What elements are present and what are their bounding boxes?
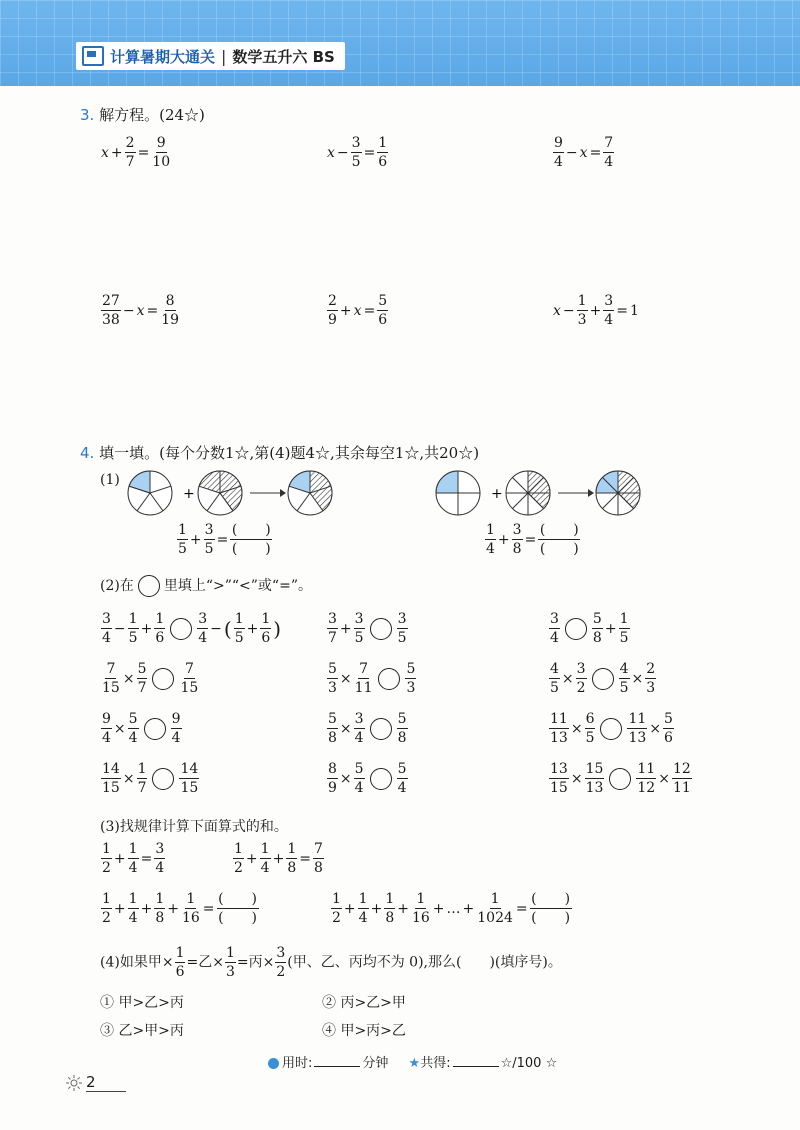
book-icon (82, 46, 104, 66)
q4-p3-question-2: $\frac{1}{2}$ + $\frac{1}{4}$ + $\frac{1}{8}$ + $\frac{1}{16}$ + … + $\frac{1}{1024}$ = $\frac{( )}{( )}$ (332, 891, 571, 926)
svg-text:+: + (491, 486, 503, 502)
q3-equation-6: x − $\frac{1}{3}$ + $\frac{3}{4}$ = 1 (553, 293, 639, 328)
q4-p3-label: (3)找规律计算下面算式的和。 (100, 819, 288, 835)
q3-heading (80, 104, 205, 125)
q3-equation-2: x − $\frac{3}{5}$ = $\frac{1}{6}$ (327, 135, 388, 170)
pie-fifths-result (288, 471, 332, 515)
q3-number: 3. (80, 106, 95, 124)
compare-item: $\frac{7}{15}$ × $\frac{5}{7}$ $\frac{7}{15}$ (102, 661, 199, 696)
pie-fifths-2 (198, 471, 242, 515)
compare-item: $\frac{11}{13}$ × $\frac{6}{5}$ $\frac{11}{13}$ × $\frac{5}{6}$ (550, 711, 673, 746)
compare-circle[interactable] (609, 768, 631, 790)
q3-equation-4: $\frac{27}{38}$ − x = $\frac{8}{19}$ (102, 293, 180, 328)
p4-frac-2: $\frac{1}{3}$ (225, 945, 235, 980)
p4-frac-3: $\frac{3}{2}$ (276, 945, 286, 980)
compare-item: $\frac{3}{4}$ $\frac{5}{8}$ + $\frac{1}{5}$ (550, 611, 629, 646)
compare-item: $\frac{3}{7}$ + $\frac{3}{5}$ $\frac{3}{5}$ (328, 611, 407, 646)
q4-p4-option-2: ② 丙>乙>甲 (322, 995, 406, 1011)
pie-eighths (506, 471, 550, 515)
pie-quarters (436, 471, 480, 515)
q4-heading (80, 442, 479, 463)
q4-p3-example-1: $\frac{1}{2}$ + $\frac{1}{4}$ = $\frac{3}{4}$ (102, 841, 165, 876)
q4-p1-right-equation: $\frac{1}{4}$ + $\frac{3}{8}$ = $\frac{( )}{( )}$ (486, 522, 579, 557)
compare-circle[interactable] (170, 618, 192, 640)
compare-circle[interactable] (152, 768, 174, 790)
compare-circle[interactable] (378, 668, 400, 690)
p4-frac-1: $\frac{1}{6}$ (175, 945, 185, 980)
compare-circle[interactable] (592, 668, 614, 690)
compare-circle[interactable] (370, 768, 392, 790)
page-number: 2 (86, 1073, 126, 1092)
footer-stats: 用时: 分钟 ★共得: ☆/100 ☆ (268, 1052, 557, 1071)
sun-icon (66, 1075, 82, 1091)
q4-p4-text: (4)如果甲× $\frac{1}{6}$ =乙× $\frac{1}{3}$ =丙× $\frac{3}{2}$ (甲、乙、丙均不为 0),那么( )(填序号)。 (100, 945, 562, 980)
compare-circle[interactable] (565, 618, 587, 640)
q4-p1-label: (1) (100, 472, 120, 488)
q3-equation-3: $\frac{9}{4}$ − x = $\frac{7}{4}$ (554, 135, 614, 170)
q4-p2-label: (2)在 里填上“>”“<”或“=”。 (100, 575, 312, 597)
star-icon: ★ (408, 1056, 421, 1071)
q3-equation-1: x + $\frac{2}{7}$ = $\frac{9}{10}$ (101, 135, 171, 170)
compare-item: $\frac{5}{8}$ × $\frac{3}{4}$ $\frac{5}{8}$ (328, 711, 407, 746)
compare-circle[interactable] (370, 618, 392, 640)
clock-icon (268, 1058, 279, 1069)
q4-p3-example-2: $\frac{1}{2}$ + $\frac{1}{4}$ + $\frac{1}{8}$ = $\frac{7}{8}$ (234, 841, 323, 876)
pie-fifths-1 (128, 471, 172, 515)
compare-item: $\frac{3}{4}$ − $\frac{1}{5}$ + $\frac{1}{6}$ $\frac{3}{4}$ − ( $\frac{1}{5}$ + $\frac{1}{6}$ ) (102, 611, 282, 646)
compare-circle[interactable] (144, 718, 166, 740)
q4-p4-option-1: ① 甲>乙>丙 (100, 995, 184, 1011)
pie-eighths-result (596, 471, 640, 515)
page-header (0, 0, 800, 86)
q4-p3-question-1: $\frac{1}{2}$ + $\frac{1}{4}$ + $\frac{1}{8}$ + $\frac{1}{16}$ = $\frac{( )}{( )}$ (102, 891, 257, 926)
q3-equation-5: $\frac{2}{9}$ + x = $\frac{5}{6}$ (328, 293, 388, 328)
q3-title: 解方程。(24☆) (99, 106, 205, 124)
q4-p1-left-equation: $\frac{1}{5}$ + $\frac{3}{5}$ = $\frac{( )}{( )}$ (178, 522, 271, 557)
q4-p1-left-diagram (120, 466, 350, 520)
q4-number: 4. (80, 444, 95, 462)
header-subtitle: 数学五升六 BS (232, 47, 335, 66)
header-title-bar (76, 42, 345, 70)
compare-item: $\frac{4}{5}$ × $\frac{3}{2}$ $\frac{4}{5}$ × $\frac{2}{3}$ (550, 661, 656, 696)
compare-circle[interactable] (600, 718, 622, 740)
q4-title: 填一填。(每个分数1☆,第(4)题4☆,其余每空1☆,共20☆) (99, 444, 480, 462)
header-title: 计算暑期大通关 (110, 47, 216, 66)
q4-p4-option-4: ④ 甲>丙>乙 (322, 1023, 406, 1039)
header-separator: | (221, 46, 227, 66)
q4-p1-right-diagram (428, 466, 658, 520)
compare-item: $\frac{14}{15}$ × $\frac{1}{7}$ $\frac{14}{15}$ (102, 761, 199, 796)
compare-circle[interactable] (370, 718, 392, 740)
compare-circle-icon (138, 575, 160, 597)
compare-circle[interactable] (152, 668, 174, 690)
compare-item: $\frac{5}{3}$ × $\frac{7}{11}$ $\frac{5}{3}$ (328, 661, 416, 696)
q4-p4-option-3: ③ 乙>甲>丙 (100, 1023, 184, 1039)
svg-text:+: + (183, 486, 195, 502)
compare-item: $\frac{8}{9}$ × $\frac{5}{4}$ $\frac{5}{4}$ (328, 761, 407, 796)
compare-item: $\frac{9}{4}$ × $\frac{5}{4}$ $\frac{9}{4}$ (102, 711, 181, 746)
compare-item: $\frac{13}{15}$ × $\frac{15}{13}$ $\frac{11}{12}$ × $\frac{12}{11}$ (550, 761, 691, 796)
